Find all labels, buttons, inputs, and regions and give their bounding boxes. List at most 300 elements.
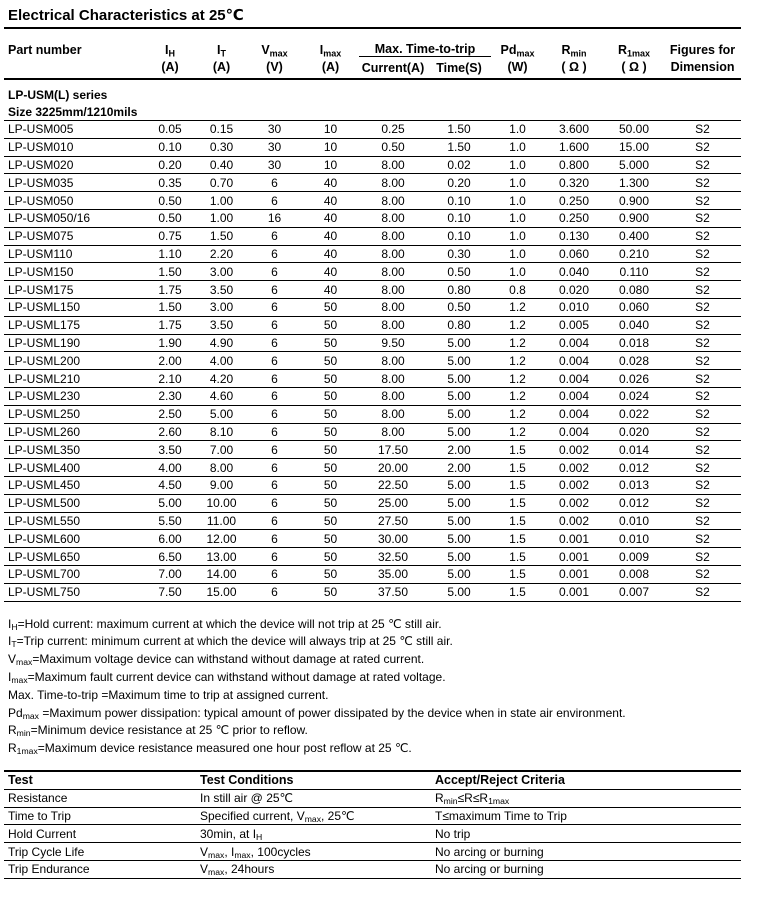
- part-number-cell: LP-USML350: [4, 441, 144, 459]
- spec-header-row-2: [4, 57, 741, 80]
- part-number-cell: LP-USM010: [4, 138, 144, 156]
- value-cell: 30.00: [359, 530, 427, 548]
- part-number-cell: LP-USML650: [4, 548, 144, 566]
- value-cell: 20.00: [359, 459, 427, 477]
- value-cell: 40: [302, 209, 359, 227]
- value-cell: 6: [247, 548, 302, 566]
- value-cell: 30: [247, 156, 302, 174]
- criteria-cell: No arcing or burning: [431, 843, 741, 861]
- value-cell: 16: [247, 209, 302, 227]
- part-number-cell: LP-USML230: [4, 387, 144, 405]
- value-cell: 50: [302, 512, 359, 530]
- value-cell: 5.00: [427, 387, 491, 405]
- value-cell: 5.00: [427, 512, 491, 530]
- value-cell: 0.002: [544, 459, 604, 477]
- notes-list: [8, 616, 741, 758]
- unit-imax: (A): [302, 57, 359, 80]
- value-cell: 8.00: [359, 174, 427, 192]
- value-cell: 50: [302, 316, 359, 334]
- part-number-cell: LP-USM150: [4, 263, 144, 281]
- spec-table-row: [4, 583, 741, 601]
- part-number-cell: LP-USM035: [4, 174, 144, 192]
- test-table-row: [4, 789, 741, 807]
- value-cell: 8.00: [359, 405, 427, 423]
- value-cell: 8.00: [359, 156, 427, 174]
- value-cell: 3.50: [196, 316, 247, 334]
- value-cell: 0.70: [196, 174, 247, 192]
- spec-table-body: [4, 79, 741, 601]
- note-line: $I_T=Trip$ current: minimum current at which the device will always trip at 25 ℃ still air.: [8, 634, 453, 650]
- value-cell: 0.10: [427, 227, 491, 245]
- value-cell: 50: [302, 530, 359, 548]
- value-cell: 0.50: [144, 192, 196, 210]
- value-cell: 1.2: [491, 298, 544, 316]
- value-cell: 0.250: [544, 192, 604, 210]
- part-number-cell: LP-USM005: [4, 121, 144, 139]
- unit-ih: (A): [144, 57, 196, 80]
- value-cell: 1.50: [144, 263, 196, 281]
- value-cell: 1.50: [196, 227, 247, 245]
- value-cell: 50: [302, 298, 359, 316]
- value-cell: 25.00: [359, 494, 427, 512]
- value-cell: 0.004: [544, 423, 604, 441]
- value-cell: 1.5: [491, 530, 544, 548]
- value-cell: 0.014: [604, 441, 664, 459]
- value-cell: 5.00: [196, 405, 247, 423]
- value-cell: 0.028: [604, 352, 664, 370]
- value-cell: S2: [664, 334, 741, 352]
- value-cell: S2: [664, 370, 741, 388]
- value-cell: 0.50: [427, 263, 491, 281]
- value-cell: 30: [247, 121, 302, 139]
- part-number-cell: LP-USML210: [4, 370, 144, 388]
- value-cell: 1.5: [491, 494, 544, 512]
- value-cell: 40: [302, 174, 359, 192]
- value-cell: S2: [664, 583, 741, 601]
- criteria-cell: No arcing or burning: [431, 861, 741, 879]
- value-cell: 40: [302, 192, 359, 210]
- value-cell: 4.20: [196, 370, 247, 388]
- value-cell: 0.012: [604, 494, 664, 512]
- spec-table-row: [4, 298, 741, 316]
- value-cell: 1.0: [491, 156, 544, 174]
- value-cell: 1.90: [144, 334, 196, 352]
- col-header-it: $I_T$: [217, 42, 226, 57]
- value-cell: 2.50: [144, 405, 196, 423]
- value-cell: 0.10: [144, 138, 196, 156]
- part-number-cell: LP-USM110: [4, 245, 144, 263]
- value-cell: 1.5: [491, 512, 544, 530]
- value-cell: 6: [247, 352, 302, 370]
- value-cell: 50: [302, 565, 359, 583]
- unit-rmin: ( Ω ): [544, 57, 604, 80]
- value-cell: 5.000: [604, 156, 664, 174]
- value-cell: 12.00: [196, 530, 247, 548]
- value-cell: 6: [247, 583, 302, 601]
- value-cell: 50: [302, 441, 359, 459]
- value-cell: 0.040: [544, 263, 604, 281]
- spec-header-row-1: [4, 29, 741, 57]
- col-header-current: Current(A): [359, 57, 427, 80]
- spec-table-row: [4, 174, 741, 192]
- value-cell: 0.001: [544, 548, 604, 566]
- col-header-part-number-blank: [4, 57, 144, 80]
- value-cell: 50: [302, 334, 359, 352]
- value-cell: 6: [247, 423, 302, 441]
- value-cell: 6: [247, 476, 302, 494]
- value-cell: 1.2: [491, 387, 544, 405]
- value-cell: S2: [664, 423, 741, 441]
- value-cell: 8.10: [196, 423, 247, 441]
- value-cell: 0.080: [604, 281, 664, 299]
- value-cell: 2.30: [144, 387, 196, 405]
- value-cell: 3.600: [544, 121, 604, 139]
- value-cell: 0.001: [544, 530, 604, 548]
- value-cell: 2.00: [427, 441, 491, 459]
- value-cell: 8.00: [359, 298, 427, 316]
- value-cell: 0.15: [196, 121, 247, 139]
- part-number-cell: LP-USM020: [4, 156, 144, 174]
- value-cell: 40: [302, 281, 359, 299]
- note-line: $R_{min}=Minimum$ device resistance at 25 ℃ prior to reflow.: [8, 723, 308, 739]
- part-number-cell: LP-USML450: [4, 476, 144, 494]
- value-cell: 3.50: [144, 441, 196, 459]
- value-cell: S2: [664, 298, 741, 316]
- series-group-row: [4, 79, 741, 103]
- value-cell: 6.00: [144, 530, 196, 548]
- test-name-cell: Time to Trip: [4, 807, 196, 825]
- test-name-cell: Trip Cycle Life: [4, 843, 196, 861]
- test-criteria-table: [4, 770, 741, 879]
- value-cell: 0.20: [427, 174, 491, 192]
- value-cell: 8.00: [359, 281, 427, 299]
- note-line: $V_{max}=Maximum$ voltage device can withstand without damage at rated current.: [8, 652, 425, 668]
- test-name-cell: Resistance: [4, 789, 196, 807]
- spec-table-row: [4, 548, 741, 566]
- value-cell: S2: [664, 387, 741, 405]
- value-cell: 7.50: [144, 583, 196, 601]
- value-cell: 0.400: [604, 227, 664, 245]
- value-cell: 5.00: [427, 548, 491, 566]
- test-table-row: [4, 843, 741, 861]
- value-cell: 50: [302, 494, 359, 512]
- value-cell: 0.25: [359, 121, 427, 139]
- unit-r1max: ( Ω ): [604, 57, 664, 80]
- part-number-cell: LP-USML175: [4, 316, 144, 334]
- value-cell: 0.02: [427, 156, 491, 174]
- value-cell: 2.60: [144, 423, 196, 441]
- spec-table-row: [4, 565, 741, 583]
- value-cell: 14.00: [196, 565, 247, 583]
- spec-table-row: [4, 370, 741, 388]
- value-cell: 1.5: [491, 583, 544, 601]
- value-cell: 6.50: [144, 548, 196, 566]
- value-cell: S2: [664, 405, 741, 423]
- spec-table-row: [4, 459, 741, 477]
- value-cell: 1.00: [196, 209, 247, 227]
- value-cell: 6: [247, 192, 302, 210]
- value-cell: 0.900: [604, 192, 664, 210]
- series-group-label: Size 3225mm/1210mils: [4, 103, 741, 121]
- value-cell: S2: [664, 494, 741, 512]
- value-cell: 1.2: [491, 334, 544, 352]
- value-cell: 0.800: [544, 156, 604, 174]
- value-cell: 10.00: [196, 494, 247, 512]
- value-cell: 4.60: [196, 387, 247, 405]
- value-cell: 5.00: [427, 423, 491, 441]
- spec-table-row: [4, 405, 741, 423]
- value-cell: 0.010: [604, 530, 664, 548]
- value-cell: 8.00: [196, 459, 247, 477]
- criteria-cell: T≤maximum Time to Trip: [431, 807, 741, 825]
- value-cell: 1.2: [491, 352, 544, 370]
- value-cell: 0.320: [544, 174, 604, 192]
- value-cell: 0.001: [544, 565, 604, 583]
- value-cell: 0.060: [604, 298, 664, 316]
- value-cell: 1.2: [491, 316, 544, 334]
- value-cell: 0.024: [604, 387, 664, 405]
- part-number-cell: LP-USML550: [4, 512, 144, 530]
- part-number-cell: LP-USML260: [4, 423, 144, 441]
- value-cell: S2: [664, 156, 741, 174]
- value-cell: S2: [664, 530, 741, 548]
- value-cell: 0.020: [544, 281, 604, 299]
- value-cell: 1.75: [144, 316, 196, 334]
- value-cell: 1.50: [427, 138, 491, 156]
- value-cell: 0.80: [427, 281, 491, 299]
- part-number-cell: LP-USM050: [4, 192, 144, 210]
- spec-table-row: [4, 138, 741, 156]
- value-cell: 0.50: [144, 209, 196, 227]
- spec-table-row: [4, 227, 741, 245]
- value-cell: 35.00: [359, 565, 427, 583]
- value-cell: 1.2: [491, 405, 544, 423]
- value-cell: 1.50: [144, 298, 196, 316]
- value-cell: 6: [247, 512, 302, 530]
- value-cell: 6: [247, 441, 302, 459]
- value-cell: S2: [664, 476, 741, 494]
- value-cell: 0.018: [604, 334, 664, 352]
- part-number-cell: LP-USM050/16: [4, 209, 144, 227]
- value-cell: S2: [664, 512, 741, 530]
- spec-table-row: [4, 281, 741, 299]
- value-cell: 6: [247, 298, 302, 316]
- value-cell: 0.40: [196, 156, 247, 174]
- value-cell: S2: [664, 281, 741, 299]
- spec-table-row: [4, 156, 741, 174]
- test-conditions-cell: $V_{max}$, 24hours: [196, 861, 431, 879]
- part-number-cell: LP-USML600: [4, 530, 144, 548]
- value-cell: S2: [664, 174, 741, 192]
- value-cell: 5.00: [427, 565, 491, 583]
- value-cell: 50: [302, 459, 359, 477]
- value-cell: 1.5: [491, 459, 544, 477]
- value-cell: 0.004: [544, 387, 604, 405]
- value-cell: 10: [302, 156, 359, 174]
- value-cell: 1.00: [196, 192, 247, 210]
- value-cell: 3.50: [196, 281, 247, 299]
- part-number-cell: LP-USML150: [4, 298, 144, 316]
- value-cell: 6: [247, 494, 302, 512]
- value-cell: 0.20: [144, 156, 196, 174]
- value-cell: 6: [247, 565, 302, 583]
- value-cell: 1.0: [491, 245, 544, 263]
- col-header-test: Test: [4, 771, 196, 790]
- value-cell: 27.50: [359, 512, 427, 530]
- value-cell: 5.00: [427, 583, 491, 601]
- test-conditions-cell: 30min, at $I_H$: [196, 825, 431, 843]
- value-cell: 6: [247, 245, 302, 263]
- value-cell: 0.060: [544, 245, 604, 263]
- value-cell: 7.00: [144, 565, 196, 583]
- col-header-accept-reject: Accept/Reject Criteria: [431, 771, 741, 790]
- value-cell: 0.009: [604, 548, 664, 566]
- series-group-row: [4, 103, 741, 121]
- value-cell: 0.130: [544, 227, 604, 245]
- value-cell: 1.600: [544, 138, 604, 156]
- value-cell: 5.00: [144, 494, 196, 512]
- value-cell: 0.008: [604, 565, 664, 583]
- col-header-rmin: $R_{min}$: [561, 42, 587, 57]
- value-cell: S2: [664, 548, 741, 566]
- test-table-row: [4, 861, 741, 879]
- value-cell: 0.002: [544, 512, 604, 530]
- spec-table-row: [4, 441, 741, 459]
- value-cell: S2: [664, 459, 741, 477]
- value-cell: 5.00: [427, 370, 491, 388]
- value-cell: 1.0: [491, 174, 544, 192]
- spec-table-row: [4, 209, 741, 227]
- value-cell: 1.0: [491, 227, 544, 245]
- value-cell: 1.0: [491, 209, 544, 227]
- value-cell: 1.0: [491, 138, 544, 156]
- value-cell: 8.00: [359, 263, 427, 281]
- value-cell: 1.0: [491, 263, 544, 281]
- part-number-cell: LP-USM075: [4, 227, 144, 245]
- note-line: $R_{1max}=Maximum$ device resistance measured one hour post reflow at 25 ℃.: [8, 741, 412, 757]
- spec-table-header: [4, 29, 741, 79]
- value-cell: 1.5: [491, 441, 544, 459]
- value-cell: S2: [664, 209, 741, 227]
- value-cell: 0.022: [604, 405, 664, 423]
- value-cell: 1.2: [491, 370, 544, 388]
- test-table-row: [4, 807, 741, 825]
- value-cell: 30: [247, 138, 302, 156]
- value-cell: 5.00: [427, 476, 491, 494]
- page-title: Electrical Characteristics at 25℃: [8, 7, 244, 24]
- value-cell: 13.00: [196, 548, 247, 566]
- value-cell: 0.004: [544, 334, 604, 352]
- value-cell: 8.00: [359, 192, 427, 210]
- value-cell: 0.040: [604, 316, 664, 334]
- spec-table-row: [4, 530, 741, 548]
- value-cell: 6: [247, 174, 302, 192]
- value-cell: 6: [247, 316, 302, 334]
- spec-table-row: [4, 192, 741, 210]
- col-header-ih: $I_H$: [165, 42, 175, 57]
- value-cell: 7.00: [196, 441, 247, 459]
- spec-table-row: [4, 512, 741, 530]
- value-cell: S2: [664, 565, 741, 583]
- value-cell: 0.010: [544, 298, 604, 316]
- value-cell: 2.10: [144, 370, 196, 388]
- value-cell: 8.00: [359, 245, 427, 263]
- value-cell: S2: [664, 263, 741, 281]
- value-cell: S2: [664, 245, 741, 263]
- unit-pdmax: (W): [491, 57, 544, 80]
- value-cell: 50: [302, 548, 359, 566]
- value-cell: 50: [302, 405, 359, 423]
- spec-table-row: [4, 121, 741, 139]
- value-cell: 1.2: [491, 423, 544, 441]
- value-cell: 0.007: [604, 583, 664, 601]
- value-cell: 1.10: [144, 245, 196, 263]
- value-cell: 2.20: [196, 245, 247, 263]
- value-cell: 0.004: [544, 405, 604, 423]
- criteria-cell: $R_{min}\le R\le R_{1max}$: [431, 789, 741, 807]
- value-cell: 0.250: [544, 209, 604, 227]
- spec-table-row: [4, 263, 741, 281]
- value-cell: S2: [664, 441, 741, 459]
- value-cell: 37.50: [359, 583, 427, 601]
- unit-it: (A): [196, 57, 247, 80]
- col-header-imax: $I_{max}$: [319, 42, 342, 57]
- spec-table-row: [4, 387, 741, 405]
- value-cell: 10: [302, 121, 359, 139]
- value-cell: 4.00: [144, 459, 196, 477]
- spec-table-row: [4, 423, 741, 441]
- value-cell: 32.50: [359, 548, 427, 566]
- value-cell: 5.00: [427, 352, 491, 370]
- note-line: Max. Time-to-trip =Maximum time to trip at assigned current.: [8, 687, 329, 702]
- value-cell: S2: [664, 352, 741, 370]
- value-cell: 0.900: [604, 209, 664, 227]
- value-cell: 0.50: [427, 298, 491, 316]
- test-name-cell: Trip Endurance: [4, 861, 196, 879]
- value-cell: 50: [302, 352, 359, 370]
- value-cell: 0.005: [544, 316, 604, 334]
- value-cell: 2.00: [144, 352, 196, 370]
- value-cell: 6: [247, 263, 302, 281]
- value-cell: 8.00: [359, 387, 427, 405]
- note-line: $I_{max}=Maximum$ fault current device can withstand without damage at rated voltage.: [8, 669, 446, 686]
- value-cell: 40: [302, 227, 359, 245]
- value-cell: 0.10: [427, 192, 491, 210]
- value-cell: 6: [247, 281, 302, 299]
- test-conditions-cell: Specified current, $V_{max}$, 25℃: [196, 807, 431, 825]
- part-number-cell: LP-USML190: [4, 334, 144, 352]
- col-header-r1max: $R_{1max}$: [617, 42, 651, 57]
- value-cell: 9.50: [359, 334, 427, 352]
- value-cell: 8.00: [359, 352, 427, 370]
- value-cell: 6: [247, 405, 302, 423]
- value-cell: 1.0: [491, 121, 544, 139]
- value-cell: 8.00: [359, 370, 427, 388]
- value-cell: 50: [302, 476, 359, 494]
- test-table-row: [4, 825, 741, 843]
- value-cell: 15.00: [196, 583, 247, 601]
- value-cell: 50: [302, 423, 359, 441]
- value-cell: 3.00: [196, 298, 247, 316]
- value-cell: 1.50: [427, 121, 491, 139]
- value-cell: 6: [247, 387, 302, 405]
- value-cell: 0.013: [604, 476, 664, 494]
- value-cell: 6: [247, 334, 302, 352]
- part-number-cell: LP-USM175: [4, 281, 144, 299]
- value-cell: 9.00: [196, 476, 247, 494]
- col-header-part-number: Part number: [8, 42, 82, 57]
- value-cell: 5.50: [144, 512, 196, 530]
